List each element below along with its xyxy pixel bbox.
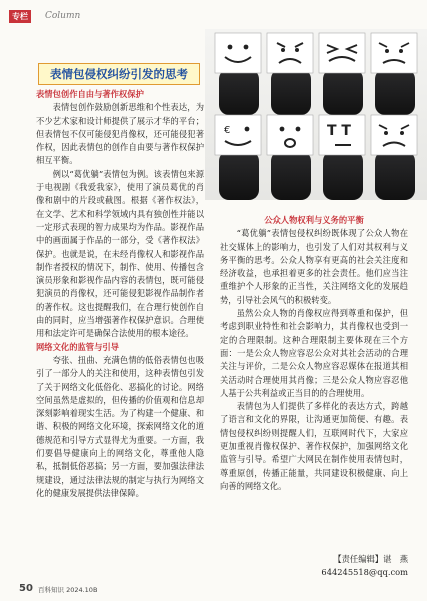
page-number: 50 xyxy=(19,583,33,594)
right-column xyxy=(220,214,408,493)
paragraph: 虽然公众人物的肖像权应得到尊重和保护，但考虑到职业特性和社会影响力，其肖像权也受到一定的合理限制。这种合理限制主要体现在三个方面：一是公众人物应容忍公众对其社会活动的合理关注与评价，二是公众人物应容忍媒体在报道其相关活动时合理使用其肖像；三是公众人物应容忍他人基于公共利益或正当目的的合理使用。 xyxy=(220,308,408,398)
column-english-label: Column xyxy=(45,11,81,21)
svg-text:T T: T T xyxy=(327,123,351,139)
editor-email: 644245518@qq.com xyxy=(321,567,408,577)
editor-label: 【责任编辑】谌 燕 xyxy=(333,554,408,564)
section-heading-network-culture: 网络文化的监管与引导 xyxy=(36,341,119,352)
person-crying-sign xyxy=(319,33,365,115)
paragraph: “葛优躺”表情包侵权纠纷既体现了公众人物在社交媒体上的影响力，也引发了人们对其权利与义务平衡的思考。公众人物享有更高的社会关注度和经济收益，也承担着更多的社会责任。他们应当注重维护个人形象的正当性，关注网络文化的发展趋势，引导社会风气的积极转变。 xyxy=(220,228,408,305)
left-column xyxy=(36,88,204,500)
paragraph: 夸张、扭曲、充满色情的低俗表情包也吸引了一部分人的关注和使用，这种表情包引发了关于网络文化低俗化、恶搞化的讨论。网络空间虽然是虚拟的，但传播的价值观和信息却深刻影响着现实生活。为了构建一个健康、和谐、积极的网络文化环境，探索网络文化的道德规范和引导方式显得尤为重要。一方面，我们要倡导健康向上的网络文化，尊重他人隐私，抵制低俗恶搞；另一方面，要加强法律法规建设，通过法律法规的制定与执行为网络文化的健康发展提供法律保障。 xyxy=(36,354,204,498)
section-heading-creative-freedom: 表情包创作自由与著作权保护 xyxy=(36,89,144,99)
article-title: 表情包侵权纠纷引发的思考 xyxy=(38,63,200,85)
emoji-signs-photo xyxy=(205,29,427,200)
person-upset-sign xyxy=(371,115,417,200)
editor-credit xyxy=(300,553,408,579)
person-tearful-sign xyxy=(319,115,365,200)
person-happy-sign xyxy=(215,33,261,115)
person-angry-sign xyxy=(267,33,313,115)
section-heading-public-figures: 公众人物权利与义务的平衡 xyxy=(264,215,364,225)
person-wink-sign xyxy=(215,115,261,200)
paragraph: 表情包为人们提供了多样化的表达方式，跨越了语言和文化的界限，让沟通更加简便、有趣。表情包侵权纠纷则提醒人们，互联网时代下，大家应更加重视肖像权保护、著作权保护，加强网络文化监管与引导。希望广大网民在制作使用表情包时，尊重原创，传播正能量，共同建设积极健康、向上向善的网络文化。 xyxy=(220,401,408,491)
page-footer xyxy=(0,583,427,601)
person-surprised-sign xyxy=(267,115,313,200)
magazine-issue: 百科知识 2024.10B xyxy=(38,586,98,594)
svg-text:€: € xyxy=(224,125,231,136)
person-sad-sign xyxy=(371,33,417,115)
paragraph: 表情包创作鼓励创新思维和个性表达，为不少艺术家和设计师提供了展示才华的平台；但表情包不仅可能侵犯肖像权，还可能侵犯著作权，因此表情包的创作自由要与著作权保护相互平衡。 xyxy=(36,102,204,166)
paragraph: 例以“葛优躺”表情包为例。该表情包来源于电视剧《我爱我家》，使用了演员葛优的肖像和剧中的片段或截图。根据《著作权法》，在文学、艺术和科学领域内具有独创性并能以一定形式表现的智力成果均为作品。影视作品中的画面属于作品的一部分，受《著作权法》保护。也就是说，在未经肖像权人和影视作品制作者授权的情况下，制作、使用、传播包含演员形象和影视作品内容的表情包，既可能侵犯演员的肖像权，还可能侵犯影视作品制作者的著作权。这也提醒我们，在合理行使创作自由的同时，应当增强著作权保护意识。合理使用和法定许可是确保合法使用的根本途径。 xyxy=(36,168,204,339)
column-header xyxy=(0,0,427,30)
column-tag: 专栏 xyxy=(9,10,31,23)
